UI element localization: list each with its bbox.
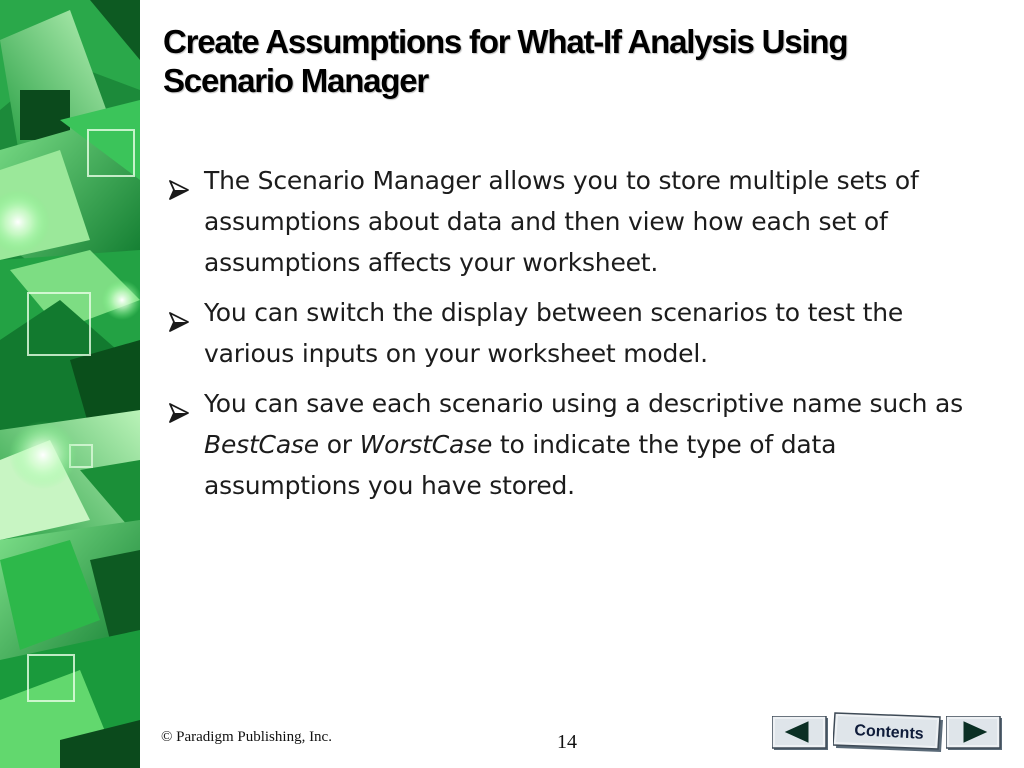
arrow-right-icon — [946, 716, 1004, 752]
arrow-left-icon — [772, 716, 830, 752]
arrow-bullet-icon — [168, 171, 190, 191]
previous-slide-button[interactable] — [772, 716, 830, 752]
bullet-item — [168, 160, 988, 283]
page-number: 14 — [557, 731, 577, 753]
bullet-text: to indicate the type of data assumptions you have stored. — [204, 430, 837, 500]
bullet-item — [168, 383, 988, 506]
bullet-text: or — [318, 430, 360, 459]
arrow-bullet-icon — [168, 303, 190, 323]
arrow-bullet-icon — [168, 394, 190, 414]
contents-button[interactable] — [833, 712, 945, 754]
bullet-item — [168, 292, 988, 374]
bullet-text: The Scenario Manager allows you to store multiple sets of assumptions about data and then view how each set of assumptions affects your worksheet. — [204, 166, 919, 277]
decorative-green-strip — [0, 0, 140, 768]
bullet-text: You can save each scenario using a descriptive name such as — [204, 389, 963, 418]
copyright-text: © Paradigm Publishing, Inc. — [161, 729, 332, 745]
contents-button-label: Contents — [853, 722, 925, 743]
next-slide-button[interactable] — [946, 716, 1004, 752]
bullet-emphasis-bestcase: BestCase — [204, 430, 319, 459]
bullet-list — [168, 160, 988, 515]
bullet-emphasis-worstcase: WorstCase — [359, 430, 493, 459]
slide-title-line1: Create Assumptions for What-If Analysis Using — [163, 23, 848, 60]
slide-title — [163, 22, 1003, 100]
bullet-text: You can switch the display between scenarios to test the various inputs on your worksheet model. — [204, 298, 904, 368]
slide-title-line2: Scenario Manager — [163, 62, 429, 99]
